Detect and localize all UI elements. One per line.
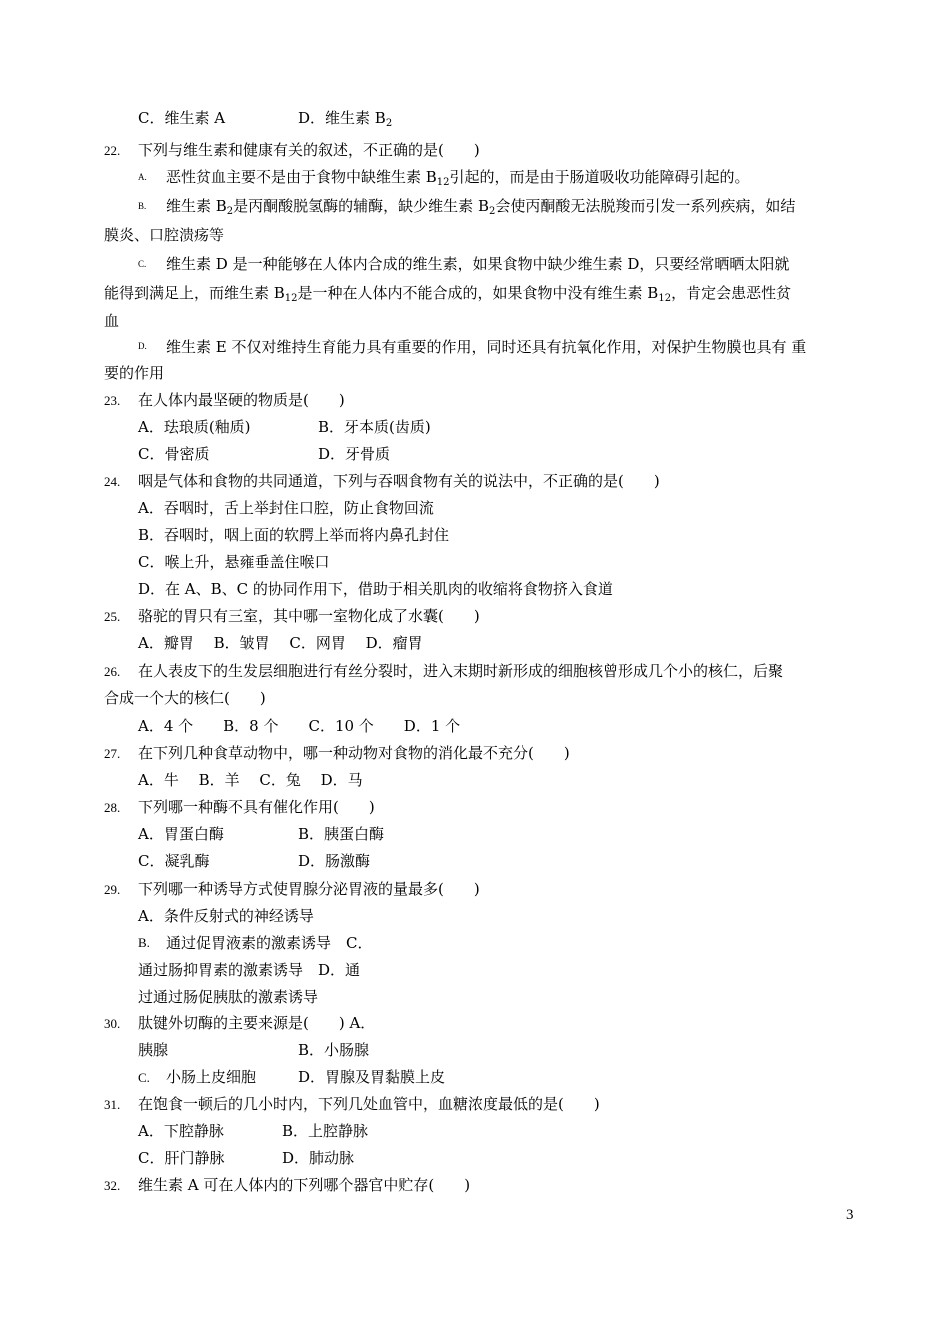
q22-a-text-1: 恶性贫血主要不是由于食物中缺维生素 B [166, 168, 437, 186]
q29-option-a: A．条件反射式的神经诱导 [138, 907, 314, 925]
q22-b-text-1: 维生素 B [166, 197, 227, 215]
q22-option-c-line2 [104, 283, 791, 303]
q31-option-a: A．下腔静脉 [138, 1122, 224, 1140]
q21-option-d-text: D．维生素 B [298, 109, 386, 127]
q25-number: 25. [104, 609, 121, 624]
q22-a-label: A. [138, 172, 147, 182]
q22-number: 22. [104, 143, 121, 158]
q23-option-b: B．牙本质(齿质) [318, 418, 431, 436]
q24-stem: 咽是气体和食物的共同通道，下列与吞咽食物有关的说法中，不正确的是( ) [138, 472, 660, 490]
q25-stem: 骆驼的胃只有三室，其中哪一室物化成了水囊( ) [138, 607, 480, 625]
q22-c-sub-2: 12 [658, 293, 672, 304]
q30-option-d: D．胃腺及胃黏膜上皮 [298, 1068, 446, 1086]
q27-options: A．牛 B．羊 C．兔 D．马 [138, 771, 363, 789]
q23-option-c: C．骨密质 [138, 445, 210, 463]
q26-number: 26. [104, 664, 121, 679]
q22-c-sub-1: 12 [284, 293, 298, 304]
q29-stem: 下列哪一种诱导方式使胃腺分泌胃液的量最多( ) [138, 880, 480, 898]
q24-option-c: C．喉上升，悬雍垂盖住喉口 [138, 553, 330, 571]
q30-number: 30. [104, 1016, 121, 1031]
q28-option-a: A．胃蛋白酶 [138, 825, 224, 843]
q24-option-a: A．吞咽时，舌上举封住口腔，防止食物回流 [138, 499, 434, 517]
q24-option-b: B．吞咽时，咽上面的软腭上举而将内鼻孔封住 [138, 526, 450, 544]
q30-option-c: 小肠上皮细胞 [166, 1068, 257, 1086]
q26-stem-line2: 合成一个大的核仁( ) [104, 689, 266, 707]
q31-option-d: D．肺动脉 [282, 1149, 355, 1167]
q29-option-d: 过通过肠促胰肽的激素诱导 [138, 988, 319, 1006]
q27-number: 27. [104, 746, 121, 761]
q31-number: 31. [104, 1097, 121, 1112]
q23-option-a: A．珐琅质(釉质) [138, 418, 251, 436]
q29-option-c: 通过肠抑胃素的激素诱导 D．通 [138, 961, 361, 979]
q29-option-b: 通过促胃液素的激素诱导 C． [166, 934, 373, 952]
q22-b-text-3: 会使丙酮酸无法脱羧而引发一系列疾病，如结 [495, 197, 796, 215]
q22-a-sub: 12 [436, 177, 450, 188]
q22-stem: 下列与维生素和健康有关的叙述，不正确的是( ) [138, 141, 480, 159]
q22-option-b-line2: 膜炎、口腔溃疡等 [104, 226, 225, 244]
q22-option-b [166, 196, 795, 216]
q23-option-d: D．牙骨质 [318, 445, 391, 463]
page-number: 3 [846, 1207, 854, 1223]
q22-b-text-2: 是丙酮酸脱氢酶的辅酶，缺少维生素 B [233, 197, 489, 215]
q30-option-a: 胰腺 [138, 1041, 169, 1059]
q22-option-c-line3: 血 [104, 312, 120, 330]
q22-c-text-1: 能得到满足上，而维生素 B [104, 284, 285, 302]
q22-b-label: B. [138, 201, 147, 211]
q30-stem: 肽键外切酶的主要来源是( ) A． [138, 1014, 376, 1032]
q28-option-b: B．胰蛋白酶 [298, 825, 385, 843]
q32-stem: 维生素 A 可在人体内的下列哪个器官中贮存( ) [138, 1176, 471, 1194]
q31-stem: 在饱食一顿后的几小时内，下列几处血管中，血糖浓度最低的是( ) [138, 1095, 600, 1113]
q28-stem: 下列哪一种酶不具有催化作用( ) [138, 798, 375, 816]
q28-option-d: D．肠激酶 [298, 852, 371, 870]
q23-number: 23. [104, 393, 121, 408]
q26-options: A．4 个 B．8 个 C．10 个 D．1 个 [138, 717, 461, 735]
q22-option-a [166, 167, 750, 187]
q30-option-b: B．小肠腺 [298, 1041, 370, 1059]
q31-option-b: B．上腔静脉 [282, 1122, 369, 1140]
q21-option-d-subscript: 2 [385, 118, 393, 129]
q22-c-text-3: ，肯定会患恶性贫 [671, 284, 792, 302]
q22-option-d-line1: 维生素 E 不仅对维持生育能力具有重要的作用，同时还具有抗氧化作用，对保护生物膜也具有 重 [166, 338, 807, 356]
q22-d-label: D. [138, 341, 147, 351]
q21-option-d [298, 108, 392, 128]
q24-number: 24. [104, 474, 121, 489]
q23-stem: 在人体内最坚硬的物质是( ) [138, 391, 345, 409]
q22-c-text-2: 是一种在人体内不能合成的，如果食物中没有维生素 B [297, 284, 659, 302]
q21-option-c: C．维生素 A [138, 109, 226, 127]
q26-stem-line1: 在人表皮下的生发层细胞进行有丝分裂时，进入末期时新形成的细胞核曾形成几个小的核仁，后聚 [138, 662, 784, 680]
q28-number: 28. [104, 800, 121, 815]
q22-option-c-line1: 维生素 D 是一种能够在人体内合成的维生素，如果食物中缺少维生素 D，只要经常晒晒太阳就 [166, 255, 790, 273]
q22-c-label: C. [138, 259, 147, 269]
q27-stem: 在下列几种食草动物中，哪一种动物对食物的消化最不充分( ) [138, 744, 570, 762]
q22-a-text-2: 引起的，而是由于肠道吸收功能障碍引起的。 [449, 168, 750, 186]
q25-options: A．瓣胃 B．皱胃 C．网胃 D．瘤胃 [138, 634, 423, 652]
q31-option-c: C．肝门静脉 [138, 1149, 225, 1167]
q22-b-sub-1: 2 [226, 206, 234, 217]
q22-option-d-line2: 要的作用 [104, 364, 165, 382]
q32-number: 32. [104, 1178, 121, 1193]
q29-b-label: B. [138, 935, 150, 950]
q29-number: 29. [104, 882, 121, 897]
q28-option-c: C．凝乳酶 [138, 852, 210, 870]
q30-c-label: C. [138, 1070, 150, 1085]
q22-b-sub-2: 2 [488, 206, 496, 217]
q24-option-d: D．在 A、B、C 的协同作用下，借助于相关肌肉的收缩将食物挤入食道 [138, 580, 613, 598]
